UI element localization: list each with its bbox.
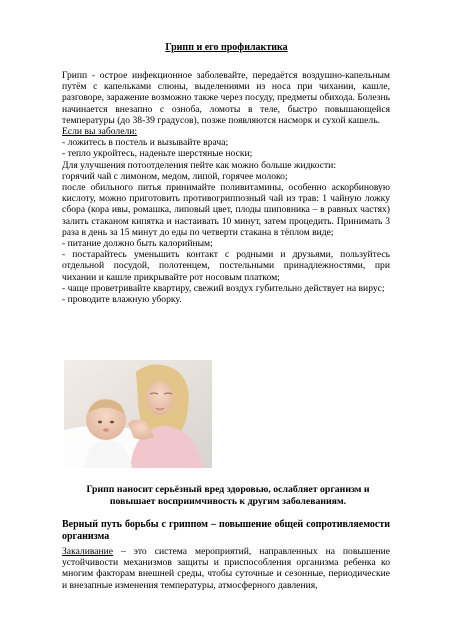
advice-item: - чаще проветривайте квартиру, свежий воздух губительно действует на вирус;	[62, 282, 385, 294]
intro-paragraph: Грипп - острое инфекционное заболевайте, передаётся воздушно-капельным путём с капельками слюны, выделениями из носа при чихании, кашле, разговоре, заражение возможно также через посуду, предметы обихода. Болезнь начинается внезапно с озноба, ломоты в теле, быстро повышающейся температуры (до 38-39 градусов), позже появляются насморк и сухой кашель.	[62, 70, 390, 126]
warning-caption: Грипп наносит серьёзный вред здоровью, ослабляет организм и повышает восприимчивость к другим заболеваниям.	[86, 484, 370, 507]
hardening-text: – это система мероприятий, направленных на повышение устойчивости механизмов защиты и приспособления организма ребенка ко многим факторам внешней среды, чтобы суточные и сезонные, периодические и внезапные изменения температуры, атмосферного давления,	[62, 546, 390, 591]
vitamins-paragraph: после обильного питья принимайте поливитамины, особенно аскорбиновую кислоту, можно приготовить противогриппозный чай из трав: 1 чайную ложку сбора (кора ивы, ромашка, липовый цвет, плоды шиповника – в равных частях) залить стаканом кипятка и настаивать 10 минут, затем процедить. Принимать 3 раза в день за 15 минут до еды по четверти стакана в тёплом виде;	[62, 182, 390, 238]
drinks-line: горячий чай с лимоном, медом, липой, горячее молоко;	[62, 170, 288, 182]
hardening-paragraph	[62, 546, 390, 591]
advice-item: - питание должно быть калорийным;	[62, 238, 213, 250]
if-sick-label: Если вы заболели:	[62, 126, 138, 138]
advice-item: - проводите влажную уборку.	[62, 294, 182, 306]
advice-item: - постарайтесь уменьшить контакт с родными и друзьями, пользуйтесь отдельной посудой, полотенцем, постельными принадлежностями, при чихании и кашле прикрывайте рот носовым платком;	[62, 249, 390, 283]
advice-item: - ложитесь в постель и вызывайте врача;	[62, 137, 229, 149]
section-heading: Верный путь борьбы с гриппом – повышение общей сопротивляемости организма	[62, 519, 390, 542]
sweat-paragraph: Для улучшения потоотделения пейте как можно больше жидкости:	[62, 159, 336, 171]
page-title: Грипп и его профилактика	[165, 42, 288, 53]
advice-item: - тепло укройтесь, наденьте шерстяные носки;	[62, 148, 253, 160]
hardening-term: Закаливание	[62, 546, 114, 557]
mother-child-photo	[64, 360, 212, 468]
document-body	[62, 70, 390, 305]
